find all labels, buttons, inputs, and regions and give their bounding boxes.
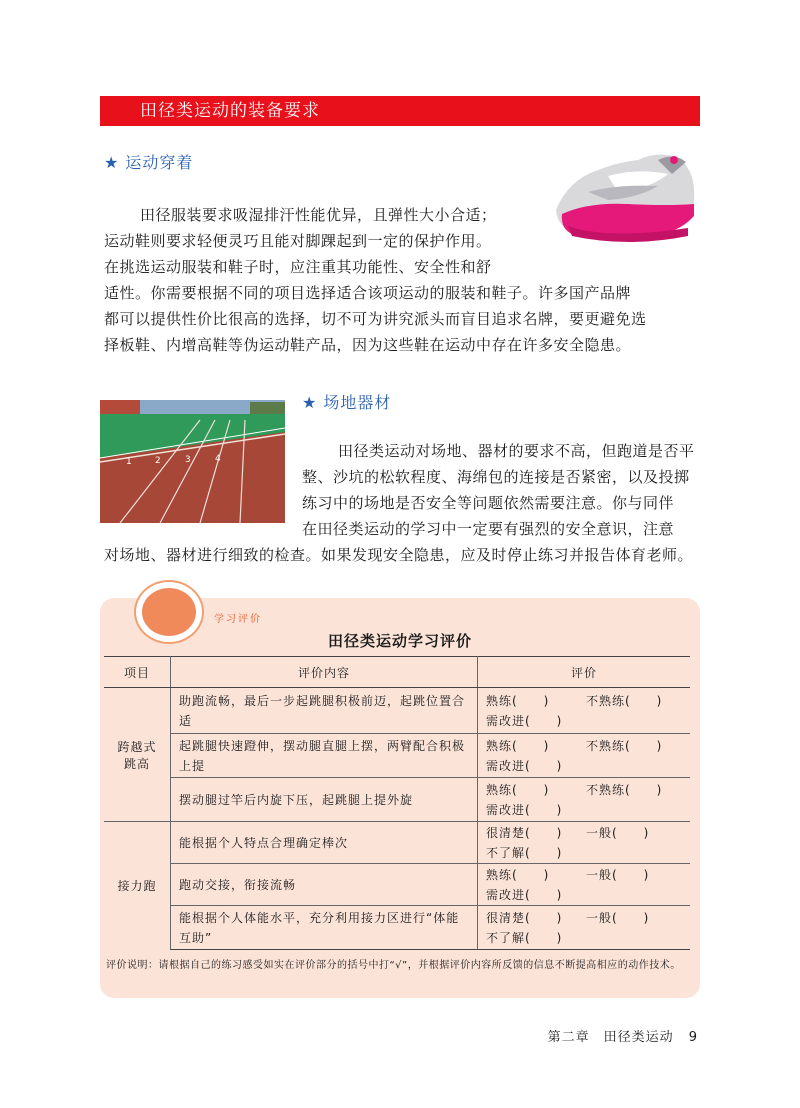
star-icon: ★ bbox=[302, 393, 318, 412]
section-title: 田径类运动的装备要求 bbox=[140, 101, 320, 121]
rating-cell: 熟练( ) 不熟练( ) 需改进( ) bbox=[478, 734, 691, 778]
header-content: 评价内容 bbox=[171, 657, 478, 688]
content-cell: 能根据个人体能水平，充分利用接力区进行“体能互助” bbox=[171, 906, 478, 950]
table-row bbox=[104, 778, 690, 822]
badge-emblem-icon bbox=[142, 588, 196, 636]
content-cell: 能根据个人特点合理确定棒次 bbox=[171, 822, 478, 864]
rating-cell: 很清楚( ) 一般( ) 不了解( ) bbox=[478, 906, 691, 950]
attire-line-3: 在挑选运动服装和鞋子时，应注重其功能性、安全性和舒 bbox=[104, 258, 492, 276]
running-shoe-image bbox=[548, 140, 700, 252]
venue-heading: ★ 场地器材 bbox=[302, 393, 392, 412]
attire-line-5: 都可以提供性价比很高的选择，切不可为讲究派头而盲目追求名牌，要更避免选 bbox=[104, 310, 647, 328]
page-footer bbox=[548, 1026, 698, 1045]
venue-line-3: 练习中的场地是否安全等问题依然需要注意。你与同伴 bbox=[302, 494, 675, 512]
table-row bbox=[104, 734, 690, 778]
table-row bbox=[104, 864, 690, 906]
rating-cell: 熟练( ) 不熟练( ) 需改进( ) bbox=[478, 778, 691, 822]
rating-cell: 熟练( ) 一般( ) 需改进( ) bbox=[478, 864, 691, 906]
header-project: 项目 bbox=[104, 657, 171, 688]
venue-line-4: 在田径类运动的学习中一定要有强烈的安全意识，注意 bbox=[302, 520, 675, 538]
attire-line-2: 运动鞋则要求轻便灵巧且能对脚踝起到一定的保护作用。 bbox=[104, 232, 492, 250]
content-cell: 起跳腿快速蹬伸，摆动腿直腿上摆，两臂配合积极上提 bbox=[171, 734, 478, 778]
running-track-image bbox=[100, 400, 285, 523]
attire-line-4: 适性。你需要根据不同的项目选择适合该项运动的服装和鞋子。许多国产品牌 bbox=[104, 284, 632, 302]
evaluation-title: 田径类运动学习评价 bbox=[327, 632, 472, 650]
section-title-bar bbox=[100, 96, 700, 126]
chapter-label: 第二章 田径类运动 bbox=[547, 1030, 674, 1045]
attire-heading: ★ 运动穿着 bbox=[104, 153, 194, 172]
project-cell: 跨越式跳高 bbox=[104, 688, 171, 822]
content-cell: 跑动交接，衔接流畅 bbox=[171, 864, 478, 906]
header-rating: 评价 bbox=[478, 657, 691, 688]
table-row bbox=[104, 688, 690, 734]
evaluation-badge-label: 学习评价 bbox=[214, 614, 262, 625]
venue-line-5: 对场地、器材进行细致的检查。如果发现安全隐患，应及时停止练习并报告体育老师。 bbox=[104, 546, 694, 564]
content-cell: 摆动腿过竿后内旋下压，起跳腿上提外旋 bbox=[171, 778, 478, 822]
table-header-row bbox=[104, 657, 690, 688]
lane-number-4: 4 bbox=[215, 454, 221, 464]
page-number: 9 bbox=[688, 1030, 698, 1045]
rating-cell: 熟练( ) 不熟练( ) 需改进( ) bbox=[478, 688, 691, 734]
lane-number-3: 3 bbox=[185, 455, 191, 465]
content-cell: 助跑流畅，最后一步起跳腿积极前迈，起跳位置合适 bbox=[171, 688, 478, 734]
lane-number-2: 2 bbox=[155, 456, 161, 466]
lane-number-1: 1 bbox=[126, 457, 132, 467]
evaluation-table bbox=[104, 656, 690, 950]
venue-line-1: 田径类运动对场地、器材的要求不高，但跑道是否平 bbox=[338, 442, 695, 460]
project-cell: 接力跑 bbox=[104, 822, 171, 950]
table-row bbox=[104, 822, 690, 864]
star-icon: ★ bbox=[104, 153, 120, 172]
table-row bbox=[104, 906, 690, 950]
rating-cell: 很清楚( ) 一般( ) 不了解( ) bbox=[478, 822, 691, 864]
attire-line-6: 择板鞋、内增高鞋等伪运动鞋产品，因为这些鞋在运动中存在许多安全隐患。 bbox=[104, 336, 632, 354]
evaluation-note: 评价说明：请根据自己的练习感受如实在评价部分的括号中打“√”，并根据评价内容所反馈的信息不断提高相应的动作技术。 bbox=[106, 960, 681, 971]
attire-line-1: 田径服装要求吸湿排汗性能优异，且弹性大小合适； bbox=[140, 206, 497, 224]
venue-line-2: 整、沙坑的松软程度、海绵包的连接是否紧密，以及投掷 bbox=[302, 468, 690, 486]
